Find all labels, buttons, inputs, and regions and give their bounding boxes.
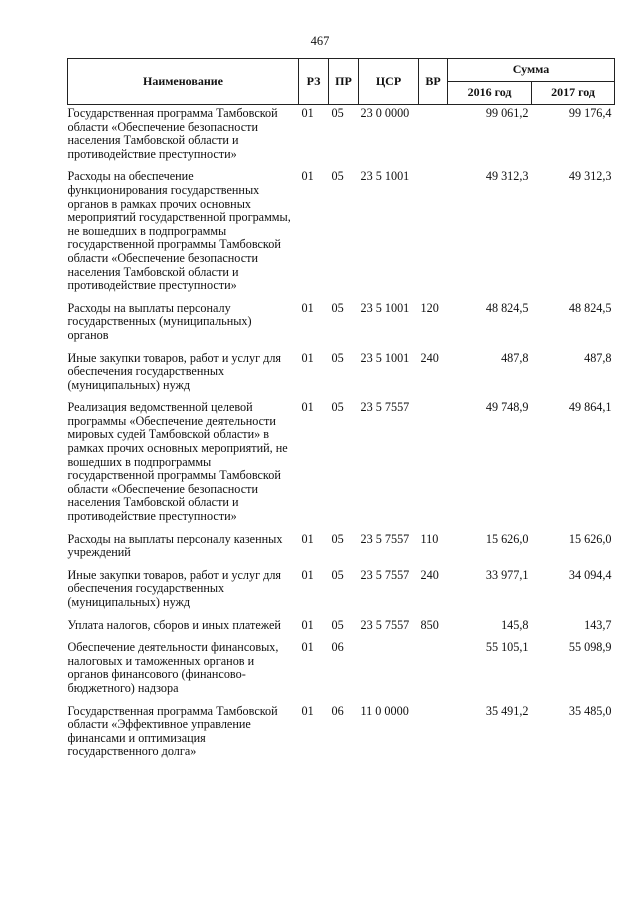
row-csr: 23 5 7557: [360, 531, 410, 546]
header-name: Наименование: [68, 59, 299, 105]
row-rz: 01: [301, 169, 314, 184]
row-sum-2017: 55 098,9: [568, 640, 612, 655]
row-sum-2016: 15 626,0: [485, 531, 529, 546]
row-vr: 120: [420, 300, 439, 315]
row-name: Государственная программа Тамбовской области «Обеспечение безопасности населения Тамбовской области и противодействие преступности»: [67, 106, 278, 161]
row-vr: [419, 401, 448, 532]
budget-table: [67, 58, 615, 768]
table-body: [68, 105, 615, 768]
row-rz: 01: [301, 350, 314, 365]
row-csr: 23 5 1001: [360, 169, 410, 184]
header-pr: ПР: [329, 59, 359, 105]
header-year-2017: 2017 год: [532, 82, 615, 105]
row-name: Обеспечение деятельности финансовых, налоговых и таможенных органов и органов финансового (финансово-бюджетного) надзора: [67, 640, 279, 695]
row-pr: 05: [331, 617, 344, 632]
row-rz: 01: [301, 567, 314, 582]
row-vr: 110: [420, 531, 439, 546]
row-sum-2016: 49 312,3: [485, 169, 529, 184]
row-vr: [419, 705, 448, 768]
table-row: [68, 641, 615, 704]
row-sum-2016: 487,8: [501, 350, 529, 365]
row-pr: 05: [331, 350, 344, 365]
header-csr: ЦСР: [359, 59, 419, 105]
row-vr: 240: [420, 567, 439, 582]
row-sum-2017: 34 094,4: [568, 567, 612, 582]
row-sum-2016: 48 824,5: [485, 300, 529, 315]
row-pr: 05: [331, 400, 344, 415]
row-pr: 05: [331, 531, 344, 546]
row-rz: 01: [301, 617, 314, 632]
row-rz: 01: [301, 531, 314, 546]
table-row: [68, 352, 615, 402]
row-pr: 05: [331, 169, 344, 184]
row-pr: 06: [331, 640, 344, 655]
row-csr: 23 5 7557: [360, 617, 410, 632]
row-sum-2017: 143,7: [584, 617, 612, 632]
row-sum-2017: 49 312,3: [568, 169, 612, 184]
row-sum-2017: 49 864,1: [568, 400, 612, 415]
header-rz: РЗ: [299, 59, 329, 105]
row-rz: 01: [301, 106, 314, 120]
row-name: Расходы на выплаты персоналу казенных учреждений: [67, 531, 283, 560]
row-name: Государственная программа Тамбовской области «Эффективное управление финансами и оптимизация государственного долга»: [67, 703, 278, 759]
row-csr: 23 0 0000: [360, 106, 410, 120]
row-sum-2016: 99 061,2: [485, 106, 529, 120]
row-name: Уплата налогов, сборов и иных платежей: [67, 617, 281, 632]
header-year-2016: 2016 год: [448, 82, 532, 105]
row-vr: 240: [420, 350, 439, 365]
row-name: Реализация ведомственной целевой программы «Обеспечение деятельности мировых судей Тамбовской области» в рамках прочих основных мероприятий, не вошедших в подпрограммы государственной программы Тамбовской области «Обеспечение безопасности населения Тамбовской области и противодействие преступности»: [67, 400, 288, 524]
row-csr: 23 5 7557: [360, 400, 410, 415]
table-row: [68, 569, 615, 619]
table-row: [68, 170, 615, 301]
row-sum-2016: 49 748,9: [485, 400, 529, 415]
row-vr: [419, 170, 448, 301]
table-header: [68, 59, 615, 105]
row-sum-2017: 15 626,0: [568, 531, 612, 546]
row-pr: 05: [331, 567, 344, 582]
row-csr: 11 0 0000: [360, 703, 409, 718]
row-sum-2016: 33 977,1: [485, 567, 529, 582]
row-csr: 23 5 1001: [360, 300, 410, 315]
header-vr: ВР: [419, 59, 448, 105]
row-sum-2017: 99 176,4: [568, 106, 612, 120]
row-pr: 06: [331, 703, 344, 718]
header-sum: Сумма: [448, 59, 615, 82]
row-sum-2016: 55 105,1: [485, 640, 529, 655]
page-number: 467: [310, 34, 330, 48]
table-row: [68, 105, 615, 171]
row-pr: 05: [331, 106, 344, 120]
table-row: [68, 705, 615, 768]
row-csr: 23 5 7557: [360, 567, 410, 582]
row-name: Иные закупки товаров, работ и услуг для обеспечения государственных (муниципальных) нужд: [67, 567, 282, 609]
row-sum-2017: 48 824,5: [568, 300, 612, 315]
row-name: Иные закупки товаров, работ и услуг для обеспечения государственных (муниципальных) нужд: [67, 350, 282, 392]
row-pr: 05: [331, 300, 344, 315]
row-sum-2017: 487,8: [584, 350, 612, 365]
row-rz: 01: [301, 300, 314, 315]
row-sum-2016: 145,8: [501, 617, 529, 632]
table-row: [68, 302, 615, 352]
row-name: Расходы на выплаты персоналу государственных (муниципальных) органов: [67, 300, 252, 342]
row-rz: 01: [301, 703, 314, 718]
row-csr: [359, 641, 419, 704]
row-rz: 01: [301, 400, 314, 415]
row-vr: [419, 105, 448, 171]
table-row: [68, 533, 615, 569]
row-sum-2016: 35 491,2: [485, 703, 529, 718]
row-csr: 23 5 1001: [360, 350, 410, 365]
table-row: [68, 619, 615, 642]
row-vr: [419, 641, 448, 704]
row-rz: 01: [301, 640, 314, 655]
table-row: [68, 401, 615, 532]
row-name: Расходы на обеспечение функционирования государственных органов в рамках прочих основных мероприятий государственной программы, не вошедших в подпрограммы государственной программы Тамбовской области «Обеспечение безопасности населения Тамбовской области и противодействие преступности»: [67, 169, 291, 293]
row-sum-2017: 35 485,0: [568, 703, 612, 718]
row-vr: 850: [420, 617, 439, 632]
